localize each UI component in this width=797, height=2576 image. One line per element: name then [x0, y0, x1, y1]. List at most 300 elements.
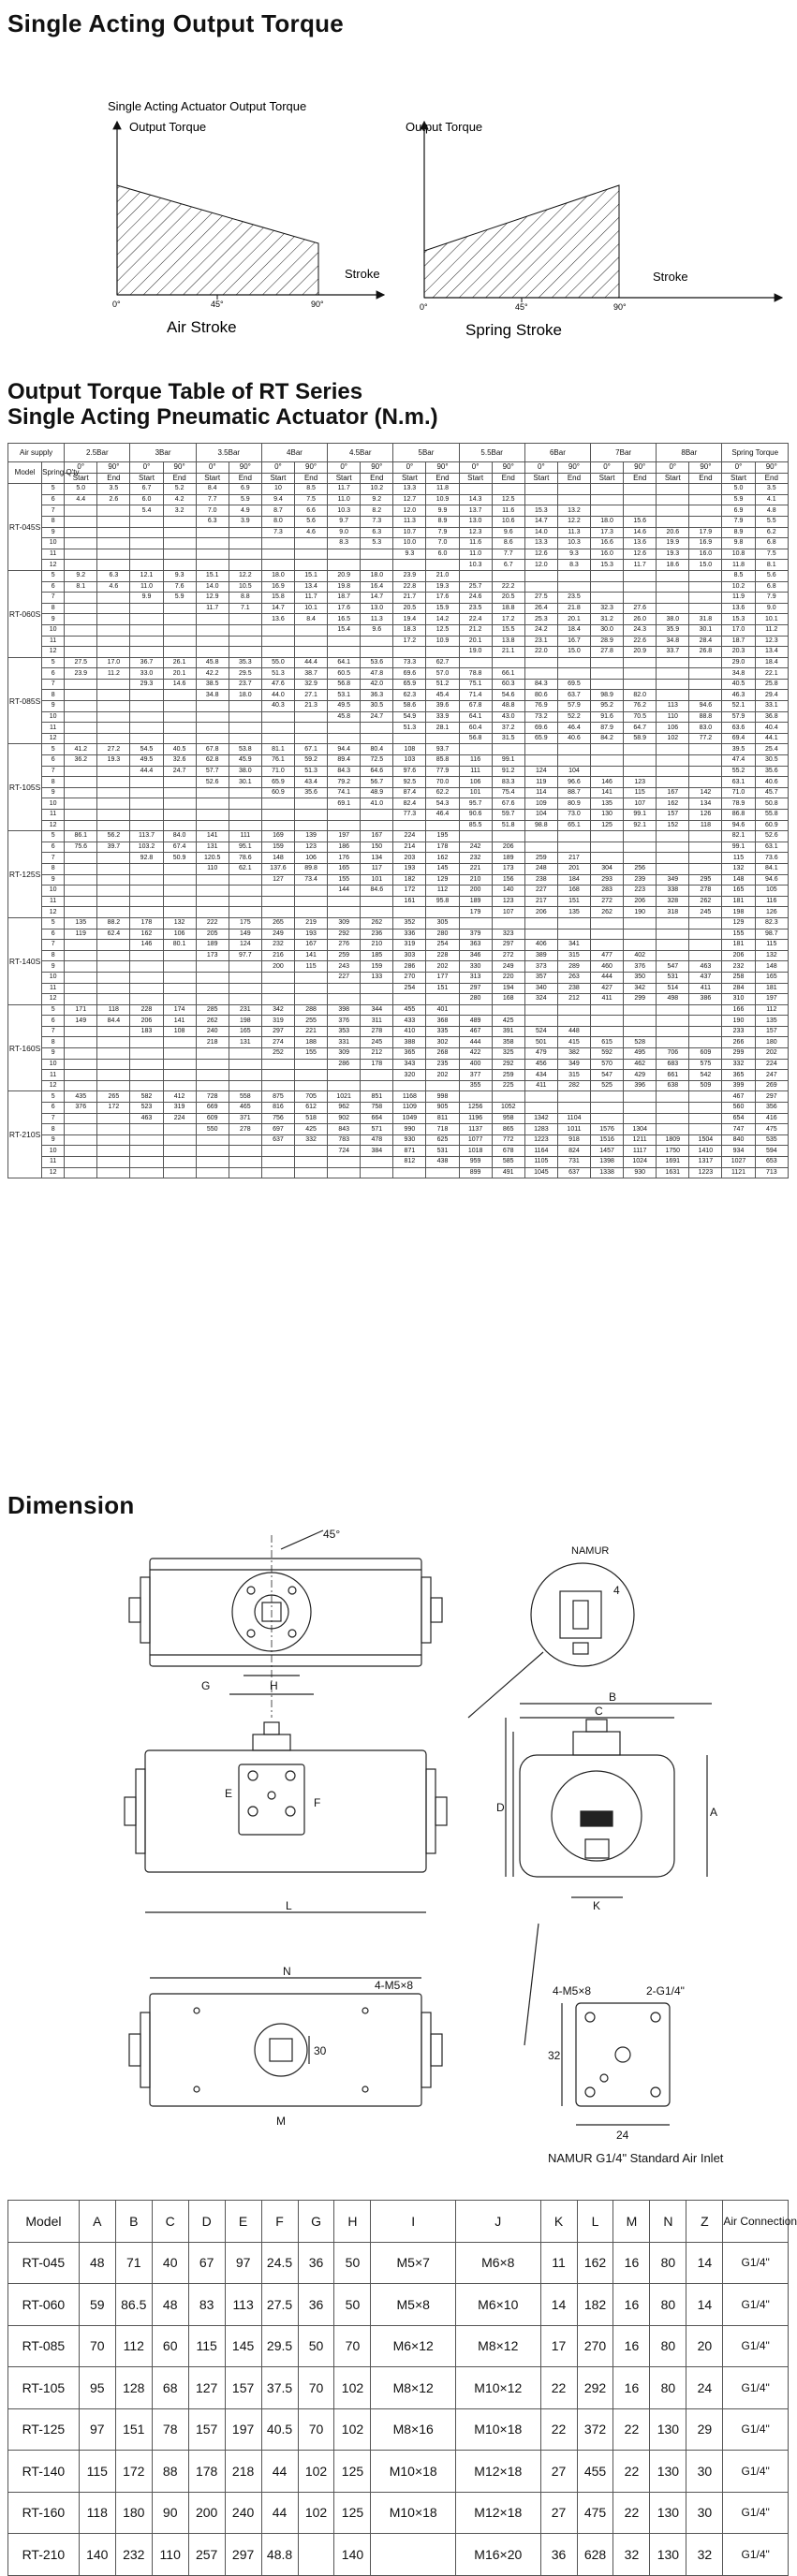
torque-value-cell: 422	[459, 1048, 492, 1060]
torque-value-cell: 231	[229, 1004, 261, 1016]
torque-value-cell: 11.8	[722, 560, 755, 571]
torque-value-cell: 65.9	[261, 777, 294, 788]
torque-value-cell	[65, 614, 97, 625]
dim-model-cell: RT-210	[8, 2534, 80, 2576]
torque-value-cell: 228	[130, 1004, 163, 1016]
torque-value-cell	[689, 1113, 722, 1124]
torque-value-cell: 35.3	[229, 657, 261, 668]
torque-value-cell	[65, 560, 97, 571]
dim-label-l: L	[286, 1899, 292, 1912]
torque-value-cell: 247	[755, 1070, 788, 1081]
table-row	[8, 1026, 789, 1037]
spring-qty-cell: 7	[42, 1113, 65, 1124]
torque-value-cell: 11.7	[196, 603, 229, 614]
torque-value-cell	[657, 1026, 689, 1037]
torque-value-cell: 13.2	[557, 505, 590, 517]
dimension-row	[8, 2408, 789, 2451]
torque-value-cell: 1809	[657, 1134, 689, 1146]
torque-value-cell: 12.7	[393, 494, 426, 505]
table-row	[8, 863, 789, 874]
torque-value-cell: 697	[261, 1124, 294, 1135]
torque-value-cell	[130, 907, 163, 918]
torque-value-cell: 1117	[624, 1146, 657, 1157]
spring-qty-cell: 6	[42, 929, 65, 940]
torque-value-cell	[492, 1091, 524, 1103]
torque-value-cell: 189	[492, 853, 524, 864]
torque-value-cell: 8.4	[196, 484, 229, 495]
torque-value-cell	[65, 636, 97, 647]
torque-value-cell: 161	[393, 896, 426, 907]
torque-value-cell	[163, 907, 196, 918]
torque-value-cell: 11.2	[97, 668, 130, 680]
torque-value-cell: 918	[557, 1134, 590, 1146]
torque-value-cell	[261, 907, 294, 918]
torque-value-cell: 352	[393, 917, 426, 929]
torque-value-cell	[130, 1059, 163, 1070]
torque-value-cell: 29.3	[130, 679, 163, 690]
torque-value-cell	[261, 647, 294, 658]
torque-value-cell: 40.6	[755, 777, 788, 788]
torque-value-cell: 335	[426, 1026, 459, 1037]
y-axis-label: Output Torque	[129, 120, 207, 134]
torque-value-cell: 197	[755, 994, 788, 1005]
torque-value-cell: 17.0	[97, 657, 130, 668]
table-row	[8, 701, 789, 712]
torque-value-cell	[295, 624, 328, 636]
table-row	[8, 581, 789, 593]
dim-value-cell: 95	[79, 2367, 115, 2409]
torque-value-cell: 254	[393, 983, 426, 994]
torque-value-cell	[361, 723, 393, 734]
torque-value-cell	[591, 593, 624, 604]
dim-value-cell: 115	[188, 2325, 225, 2367]
dim-value-cell	[371, 2534, 456, 2576]
dim-value-cell: 80	[650, 2284, 686, 2326]
torque-value-cell: 400	[459, 1059, 492, 1070]
torque-value-cell: 189	[459, 896, 492, 907]
torque-value-cell: 172	[393, 886, 426, 897]
torque-value-cell: 8.4	[295, 614, 328, 625]
torque-value-cell	[229, 983, 261, 994]
torque-value-cell	[130, 603, 163, 614]
torque-value-cell: 132	[163, 917, 196, 929]
dim-value-cell: 70	[298, 2408, 334, 2451]
spring-qty-cell: 5	[42, 831, 65, 842]
torque-value-cell: 523	[130, 1103, 163, 1114]
torque-value-cell	[261, 810, 294, 821]
torque-value-cell: 45.4	[426, 690, 459, 701]
torque-value-cell: 168	[557, 886, 590, 897]
torque-value-cell	[196, 560, 229, 571]
torque-value-cell: 23.7	[229, 679, 261, 690]
torque-value-cell	[130, 1080, 163, 1091]
torque-value-cell: 124	[524, 766, 557, 777]
torque-value-cell: 32.6	[163, 755, 196, 767]
torque-value-cell	[261, 820, 294, 831]
torque-value-cell: 140	[492, 886, 524, 897]
torque-value-cell: 501	[524, 1037, 557, 1048]
torque-value-cell	[591, 929, 624, 940]
torque-value-cell	[557, 1103, 590, 1114]
torque-value-cell: 249	[261, 929, 294, 940]
torque-value-cell	[524, 755, 557, 767]
torque-value-cell	[624, 505, 657, 517]
torque-value-cell	[295, 810, 328, 821]
torque-subheader-row	[8, 462, 789, 474]
torque-value-cell: 84.6	[361, 886, 393, 897]
torque-value-cell: 542	[689, 1070, 722, 1081]
torque-value-cell: 865	[492, 1124, 524, 1135]
torque-value-cell	[65, 1157, 97, 1168]
torque-value-cell: 1104	[557, 1113, 590, 1124]
table-row	[8, 1146, 789, 1157]
dim-model-cell: RT-060	[8, 2284, 80, 2326]
torque-value-cell: 18.0	[591, 516, 624, 527]
torque-value-cell: 1342	[524, 1113, 557, 1124]
torque-value-cell: 114	[524, 787, 557, 798]
torque-value-cell: 54.6	[492, 690, 524, 701]
torque-value-cell: 85.8	[426, 755, 459, 767]
torque-value-cell	[130, 690, 163, 701]
torque-value-cell: 16.4	[361, 581, 393, 593]
torque-value-cell	[689, 940, 722, 951]
pressure-header: 2.5Bar	[65, 444, 130, 462]
dim-value-cell: 48	[152, 2284, 188, 2326]
deg-0-header: 0°	[130, 462, 163, 474]
dim-value-cell: G1/4"	[723, 2325, 789, 2367]
torque-value-cell: 162	[426, 853, 459, 864]
torque-value-cell: 299	[624, 994, 657, 1005]
torque-value-cell: 39.7	[97, 842, 130, 853]
table-row	[8, 940, 789, 951]
torque-value-cell: 1223	[689, 1167, 722, 1178]
torque-value-cell: 12.0	[524, 560, 557, 571]
torque-value-cell: 9.0	[755, 603, 788, 614]
torque-value-cell: 22.2	[492, 581, 524, 593]
torque-value-cell	[295, 1157, 328, 1168]
table-row	[8, 538, 789, 549]
torque-value-cell: 92.1	[624, 820, 657, 831]
namur-label: NAMUR	[571, 1545, 610, 1557]
torque-value-cell	[624, 940, 657, 951]
torque-value-cell: 69.6	[524, 723, 557, 734]
torque-value-cell: 9.7	[328, 516, 361, 527]
torque-value-cell: 193	[393, 863, 426, 874]
torque-value-cell: 4.6	[97, 581, 130, 593]
torque-value-cell	[163, 690, 196, 701]
torque-value-cell: 9.3	[557, 549, 590, 560]
torque-value-cell	[361, 994, 393, 1005]
torque-value-cell: 489	[459, 1016, 492, 1027]
torque-value-cell: 55.0	[261, 657, 294, 668]
torque-value-cell: 315	[557, 1070, 590, 1081]
diagram-title: Single Acting Actuator Output Torque	[108, 99, 307, 113]
torque-value-cell: 302	[426, 1037, 459, 1048]
torque-value-cell: 341	[557, 940, 590, 951]
torque-value-cell: 356	[755, 1103, 788, 1114]
table-row	[8, 624, 789, 636]
torque-value-cell: 33.0	[130, 668, 163, 680]
torque-value-cell: 57.9	[557, 701, 590, 712]
torque-value-cell: 594	[755, 1146, 788, 1157]
end-header: End	[755, 473, 788, 484]
torque-value-cell	[591, 1091, 624, 1103]
torque-value-cell: 239	[624, 874, 657, 886]
torque-value-cell: 346	[459, 950, 492, 961]
torque-value-cell	[130, 820, 163, 831]
torque-value-cell: 265	[97, 1091, 130, 1103]
torque-value-cell: 10.2	[361, 484, 393, 495]
torque-value-cell	[591, 917, 624, 929]
torque-value-cell: 78.9	[722, 798, 755, 810]
torque-value-cell: 232	[459, 853, 492, 864]
torque-value-cell: 127	[261, 874, 294, 886]
torque-value-cell: 11.6	[459, 538, 492, 549]
torque-value-cell: 21.1	[492, 647, 524, 658]
dim-value-cell: 16	[613, 2284, 650, 2326]
torque-value-cell: 228	[426, 950, 459, 961]
torque-value-cell: 758	[361, 1103, 393, 1114]
torque-value-cell: 25.3	[524, 614, 557, 625]
torque-value-cell: 23.5	[459, 603, 492, 614]
dim-value-cell: 50	[334, 2284, 371, 2326]
spring-qty-header: Spring Q'ty	[42, 462, 65, 484]
torque-value-cell	[130, 950, 163, 961]
torque-value-cell: 528	[624, 1037, 657, 1048]
dim-label-24: 24	[616, 2129, 629, 2142]
top-view	[129, 1530, 442, 1718]
spring-qty-cell: 7	[42, 853, 65, 864]
torque-value-cell: 11.0	[130, 581, 163, 593]
torque-value-cell	[130, 863, 163, 874]
torque-value-cell	[524, 1091, 557, 1103]
torque-value-cell: 5.6	[755, 570, 788, 581]
torque-value-cell: 276	[328, 940, 361, 951]
dim-value-cell: 14	[686, 2242, 723, 2284]
torque-value-cell: 142	[689, 787, 722, 798]
dim-value-cell: 32	[686, 2534, 723, 2576]
torque-value-cell: 330	[459, 961, 492, 973]
torque-value-cell: 1410	[689, 1146, 722, 1157]
torque-value-cell: 175	[229, 917, 261, 929]
torque-value-cell: 224	[393, 831, 426, 842]
torque-value-cell: 11.2	[755, 624, 788, 636]
dim-value-cell: 297	[225, 2534, 261, 2576]
torque-value-cell	[591, 766, 624, 777]
torque-value-cell: 1304	[624, 1124, 657, 1135]
torque-value-cell	[657, 570, 689, 581]
torque-value-cell: 47.4	[722, 755, 755, 767]
torque-value-cell: 724	[328, 1146, 361, 1157]
torque-value-cell: 188	[295, 1037, 328, 1048]
torque-value-cell	[65, 972, 97, 983]
torque-value-cell: 220	[492, 972, 524, 983]
torque-value-cell	[689, 863, 722, 874]
deg-90-header: 90°	[755, 462, 788, 474]
torque-value-cell: 4.1	[755, 494, 788, 505]
torque-value-cell: 152	[657, 820, 689, 831]
torque-value-cell: 148	[755, 961, 788, 973]
dim-value-cell: M8×12	[456, 2325, 541, 2367]
spring-qty-cell: 8	[42, 516, 65, 527]
torque-value-cell: 547	[591, 1070, 624, 1081]
torque-value-cell: 15.4	[328, 624, 361, 636]
model-cell: RT-140S	[8, 917, 42, 1004]
pressure-header: 4.5Bar	[328, 444, 393, 462]
dim-value-cell: 97	[79, 2408, 115, 2451]
torque-value-cell	[261, 560, 294, 571]
table-row	[8, 527, 789, 538]
torque-value-cell: 18.3	[393, 624, 426, 636]
torque-value-cell: 433	[393, 1016, 426, 1027]
torque-value-cell: 11.3	[393, 516, 426, 527]
torque-value-cell: 53.8	[229, 744, 261, 755]
deg-90-header: 90°	[689, 462, 722, 474]
spring-qty-cell: 6	[42, 1103, 65, 1114]
torque-value-cell: 146	[591, 777, 624, 788]
torque-value-cell: 64.1	[328, 657, 361, 668]
torque-value-cell	[65, 863, 97, 874]
torque-value-cell	[492, 484, 524, 495]
spring-stroke-label: Spring Stroke	[465, 321, 562, 339]
torque-value-cell	[657, 929, 689, 940]
torque-value-cell: 33.1	[755, 701, 788, 712]
deg-90-header: 90°	[624, 462, 657, 474]
torque-value-cell: 477	[591, 950, 624, 961]
table-row	[8, 614, 789, 625]
torque-value-cell: 221	[459, 863, 492, 874]
torque-value-cell: 1052	[492, 1103, 524, 1114]
torque-value-cell: 47.8	[361, 668, 393, 680]
torque-value-cell	[65, 798, 97, 810]
torque-value-cell: 56.8	[328, 679, 361, 690]
torque-value-cell: 899	[459, 1167, 492, 1178]
torque-value-cell: 165	[229, 1026, 261, 1037]
dim-value-cell: 11	[540, 2242, 577, 2284]
torque-value-cell	[328, 733, 361, 744]
torque-value-cell	[459, 831, 492, 842]
torque-value-cell: 83.3	[492, 777, 524, 788]
torque-value-cell: 7.6	[163, 581, 196, 593]
torque-value-cell	[361, 1167, 393, 1178]
torque-value-cell: 233	[722, 1026, 755, 1037]
dim-value-cell: 24.5	[261, 2242, 298, 2284]
torque-value-cell	[65, 1124, 97, 1135]
torque-value-cell: 224	[755, 1059, 788, 1070]
torque-value-cell: 17.3	[591, 527, 624, 538]
dim-header-cell: J	[456, 2201, 541, 2243]
torque-value-cell	[689, 494, 722, 505]
torque-value-cell: 197	[328, 831, 361, 842]
torque-value-cell	[261, 972, 294, 983]
torque-value-cell	[624, 1113, 657, 1124]
torque-value-cell	[65, 1026, 97, 1037]
torque-value-cell	[557, 484, 590, 495]
torque-value-cell	[591, 1016, 624, 1027]
torque-value-cell: 15.1	[295, 570, 328, 581]
torque-value-cell: 5.9	[722, 494, 755, 505]
dim-value-cell: G1/4"	[723, 2534, 789, 2576]
torque-value-cell: 21.7	[393, 593, 426, 604]
dim-header-cell: G	[298, 2201, 334, 2243]
torque-value-cell: 42.2	[196, 668, 229, 680]
torque-value-cell: 349	[557, 1059, 590, 1070]
torque-value-cell	[196, 723, 229, 734]
torque-value-cell	[65, 983, 97, 994]
torque-value-cell	[229, 896, 261, 907]
torque-value-cell	[657, 940, 689, 951]
torque-value-cell	[624, 1016, 657, 1027]
torque-value-cell: 84.4	[97, 1016, 130, 1027]
torque-value-cell	[689, 581, 722, 593]
torque-value-cell: 444	[459, 1037, 492, 1048]
torque-value-cell: 10.3	[328, 505, 361, 517]
torque-value-cell	[65, 603, 97, 614]
torque-value-cell: 10.8	[722, 549, 755, 560]
torque-value-cell	[163, 603, 196, 614]
torque-value-cell	[261, 624, 294, 636]
torque-value-cell: 116	[459, 755, 492, 767]
dim-value-cell: 50	[334, 2242, 371, 2284]
torque-value-cell	[130, 733, 163, 744]
torque-value-cell: 259	[492, 1070, 524, 1081]
spring-qty-cell: 12	[42, 1167, 65, 1178]
torque-value-cell: 363	[459, 940, 492, 951]
torque-value-cell	[65, 679, 97, 690]
torque-value-cell	[591, 940, 624, 951]
torque-value-cell: 34.8	[722, 668, 755, 680]
spring-qty-cell: 7	[42, 766, 65, 777]
torque-value-cell	[459, 657, 492, 668]
torque-value-cell	[524, 1016, 557, 1027]
torque-value-cell: 34.8	[196, 690, 229, 701]
torque-value-cell: 67.8	[459, 701, 492, 712]
torque-value-cell: 756	[261, 1113, 294, 1124]
torque-value-cell	[65, 701, 97, 712]
torque-value-cell	[328, 810, 361, 821]
end-header: End	[689, 473, 722, 484]
torque-value-cell	[261, 549, 294, 560]
dim-header-cell: Air Connection	[723, 2201, 789, 2243]
torque-value-cell	[229, 1059, 261, 1070]
torque-value-cell: 179	[459, 907, 492, 918]
dim-label-e: E	[225, 1787, 233, 1800]
dim-value-cell: M10×12	[456, 2367, 541, 2409]
torque-value-cell: 18.8	[492, 603, 524, 614]
torque-value-cell: 173	[492, 863, 524, 874]
torque-value-cell: 875	[261, 1091, 294, 1103]
torque-value-cell: 491	[492, 1167, 524, 1178]
spring-qty-cell: 9	[42, 874, 65, 886]
table-title-1: Output Torque Table of RT Series	[7, 379, 363, 404]
torque-value-cell: 262	[196, 1016, 229, 1027]
torque-value-cell: 358	[492, 1037, 524, 1048]
torque-value-cell: 57.9	[722, 711, 755, 723]
dim-model-cell: RT-085	[8, 2325, 80, 2367]
torque-value-cell: 74.1	[328, 787, 361, 798]
torque-value-cell: 62.3	[393, 690, 426, 701]
torque-value-cell: 547	[657, 961, 689, 973]
torque-value-cell	[295, 972, 328, 983]
torque-value-cell	[130, 1146, 163, 1157]
torque-value-cell: 365	[393, 1048, 426, 1060]
torque-value-cell: 225	[492, 1080, 524, 1091]
torque-value-cell: 930	[393, 1134, 426, 1146]
torque-value-cell: 368	[426, 1016, 459, 1027]
torque-value-cell	[130, 1134, 163, 1146]
spring-qty-cell: 8	[42, 603, 65, 614]
torque-value-cell: 173	[196, 950, 229, 961]
